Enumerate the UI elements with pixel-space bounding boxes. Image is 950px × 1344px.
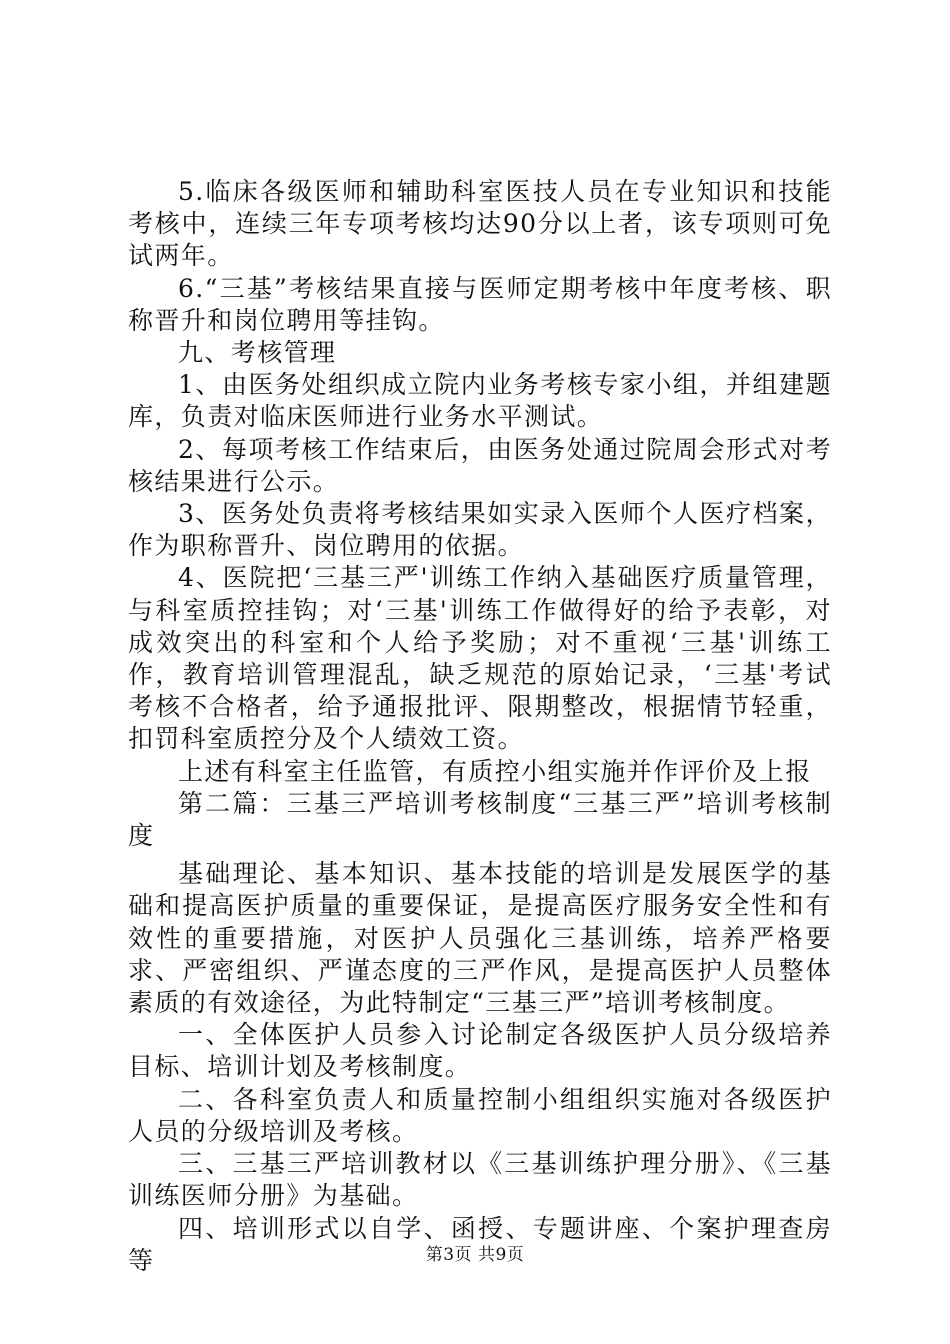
paragraph-rule-4: 四、培训形式以自学、函授、专题讲座、个案护理查房等 (128, 1213, 832, 1275)
paragraph-management-3: 3、医务处负责将考核结果如实录入医师个人医疗档案，作为职称晋升、岗位聘用的依据。 (128, 499, 832, 561)
paragraph-item-5: 5.临床各级医师和辅助科室医技人员在专业知识和技能考核中，连续三年专项考核均达90分以上者，该专项则可免试两年。 (128, 177, 832, 271)
paragraph-rule-3: 三、三基三严培训教材以《三基训练护理分册》、《三基训练医师分册》为基础。 (128, 1149, 832, 1211)
chapter-title: 第二篇：三基三严培训考核制度“三基三严”培训考核制度 (128, 788, 832, 851)
paragraph-management-2: 2、每项考核工作结束后，由医务处通过院周会形式对考核结果进行公示。 (128, 434, 832, 496)
paragraph-supervision: 上述有科室主任监管，有质控小组实施并作评价及上报 (178, 756, 812, 786)
section-heading-9: 九、考核管理 (178, 338, 337, 368)
document-body (128, 176, 832, 1277)
page-footer: 第3页 共9页 (425, 1245, 525, 1265)
paragraph-management-4: 4、医院把‘三基三严'训练工作纳入基础医疗质量管理，与科室质控挂钩；对‘三基'训练工作做得好的给予表彰，对成效突出的科室和个人给予奖励；对不重视‘三基'训练工作，教育培训管理混乱，缺乏规范的原始记录，‘三基'考试考核不合格者，给予通报批评、限期整改，根据情节轻重，扣罚科室质控分及个人绩效工资。 (128, 563, 832, 754)
paragraph-intro: 基础理论、基本知识、基本技能的培训是发展医学的基础和提高医护质量的重要保证，是提高医疗服务安全性和有效性的重要措施，对医护人员强化三基训练，培养严格要求、严密组织、严谨态度的三严作风，是提高医护人员整体素质的有效途径，为此特制定“三基三严”培训考核制度。 (128, 859, 832, 1018)
paragraph-management-1: 1、由医务处组织成立院内业务考核专家小组，并组建题库，负责对临床医师进行业务水平测试。 (128, 370, 832, 432)
paragraph-item-6: 6.“三基”考核结果直接与医师定期考核中年度考核、职称晋升和岗位聘用等挂钩。 (128, 273, 832, 335)
paragraph-rule-1: 一、全体医护人员参入讨论制定各级医护人员分级培养目标、培训计划及考核制度。 (128, 1020, 832, 1082)
paragraph-rule-2: 二、各科室负责人和质量控制小组组织实施对各级医护人员的分级培训及考核。 (128, 1084, 832, 1146)
